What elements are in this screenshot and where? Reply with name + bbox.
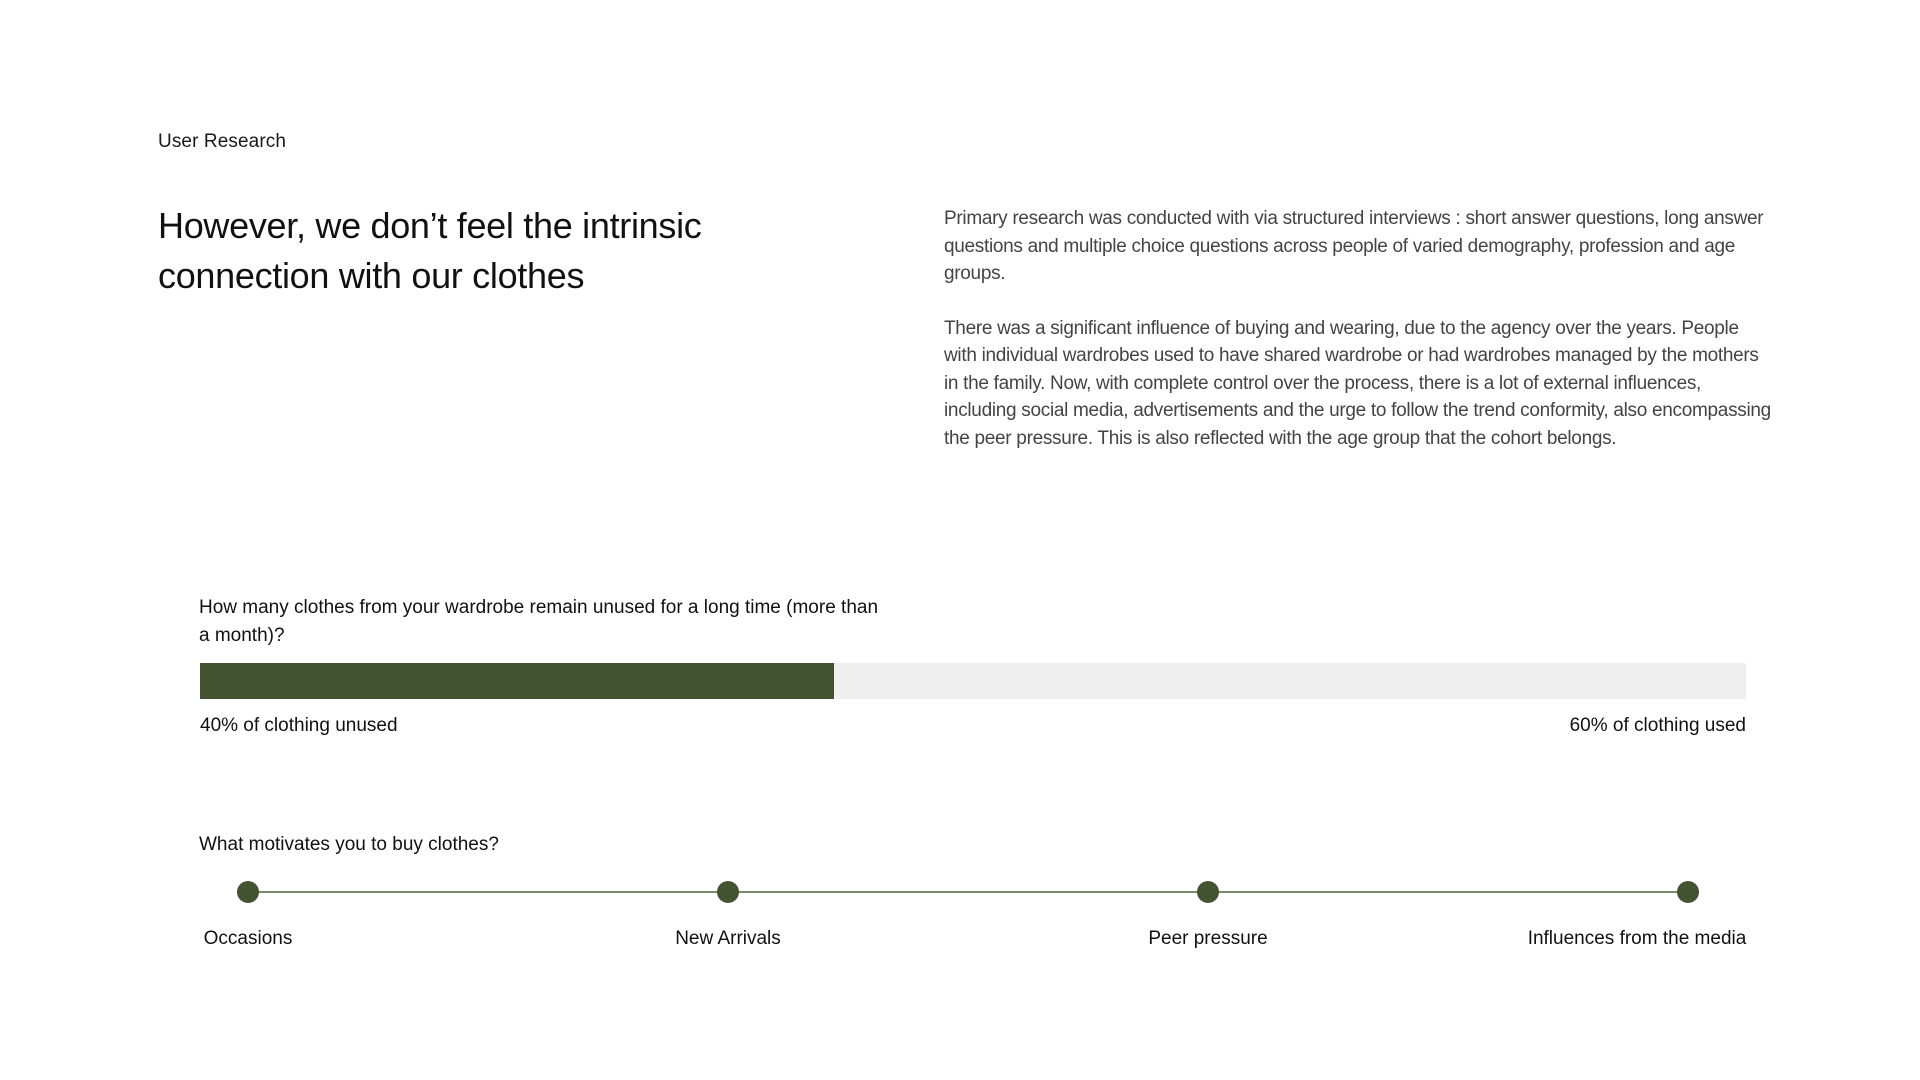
body-paragraph-1: Primary research was conducted with via structured interviews : short answer questions, long answer questions and multiple choice questions across people of varied demography, profession and age groups. xyxy=(944,208,1764,284)
timeline-line xyxy=(248,891,1694,893)
timeline-label-media: Influences from the media xyxy=(1527,928,1747,949)
timeline-label-occasions: Occasions xyxy=(203,928,293,949)
timeline-dot-peer-pressure xyxy=(1197,881,1219,903)
question-unused-clothes: How many clothes from your wardrobe remain unused for a long time (more than a month)? xyxy=(199,597,879,646)
unused-clothing-bar-fill xyxy=(200,663,834,699)
timeline-dot-occasions xyxy=(237,881,259,903)
body-paragraph-2: There was a significant influence of buying and wearing, due to the agency over the years. People with individual wardrobes used to have shared wardrobe or had wardrobes managed by the mothers in the family. Now, with complete control over the process, there is a lot of external influences, including social media, advertisements and the urge to follow the trend conformity, also encompassing the peer pressure. This is also reflected with the age group that the cohort belongs. xyxy=(944,317,1771,449)
question-motivation: What motivates you to buy clothes? xyxy=(199,834,499,855)
timeline-dot-media xyxy=(1677,881,1699,903)
timeline-label-peer-pressure: Peer pressure xyxy=(1148,928,1268,949)
unused-percentage-label: 40% of clothing unused xyxy=(200,715,398,736)
section-label: User Research xyxy=(158,131,287,152)
body-text xyxy=(944,205,1774,479)
unused-clothing-bar xyxy=(200,663,1746,699)
timeline-dot-new-arrivals xyxy=(717,881,739,903)
timeline-label-new-arrivals: New Arrivals xyxy=(675,928,781,949)
used-percentage-label: 60% of clothing used xyxy=(1569,715,1746,736)
page-title: However, we don’t feel the intrinsic connection with our clothes xyxy=(158,205,702,296)
